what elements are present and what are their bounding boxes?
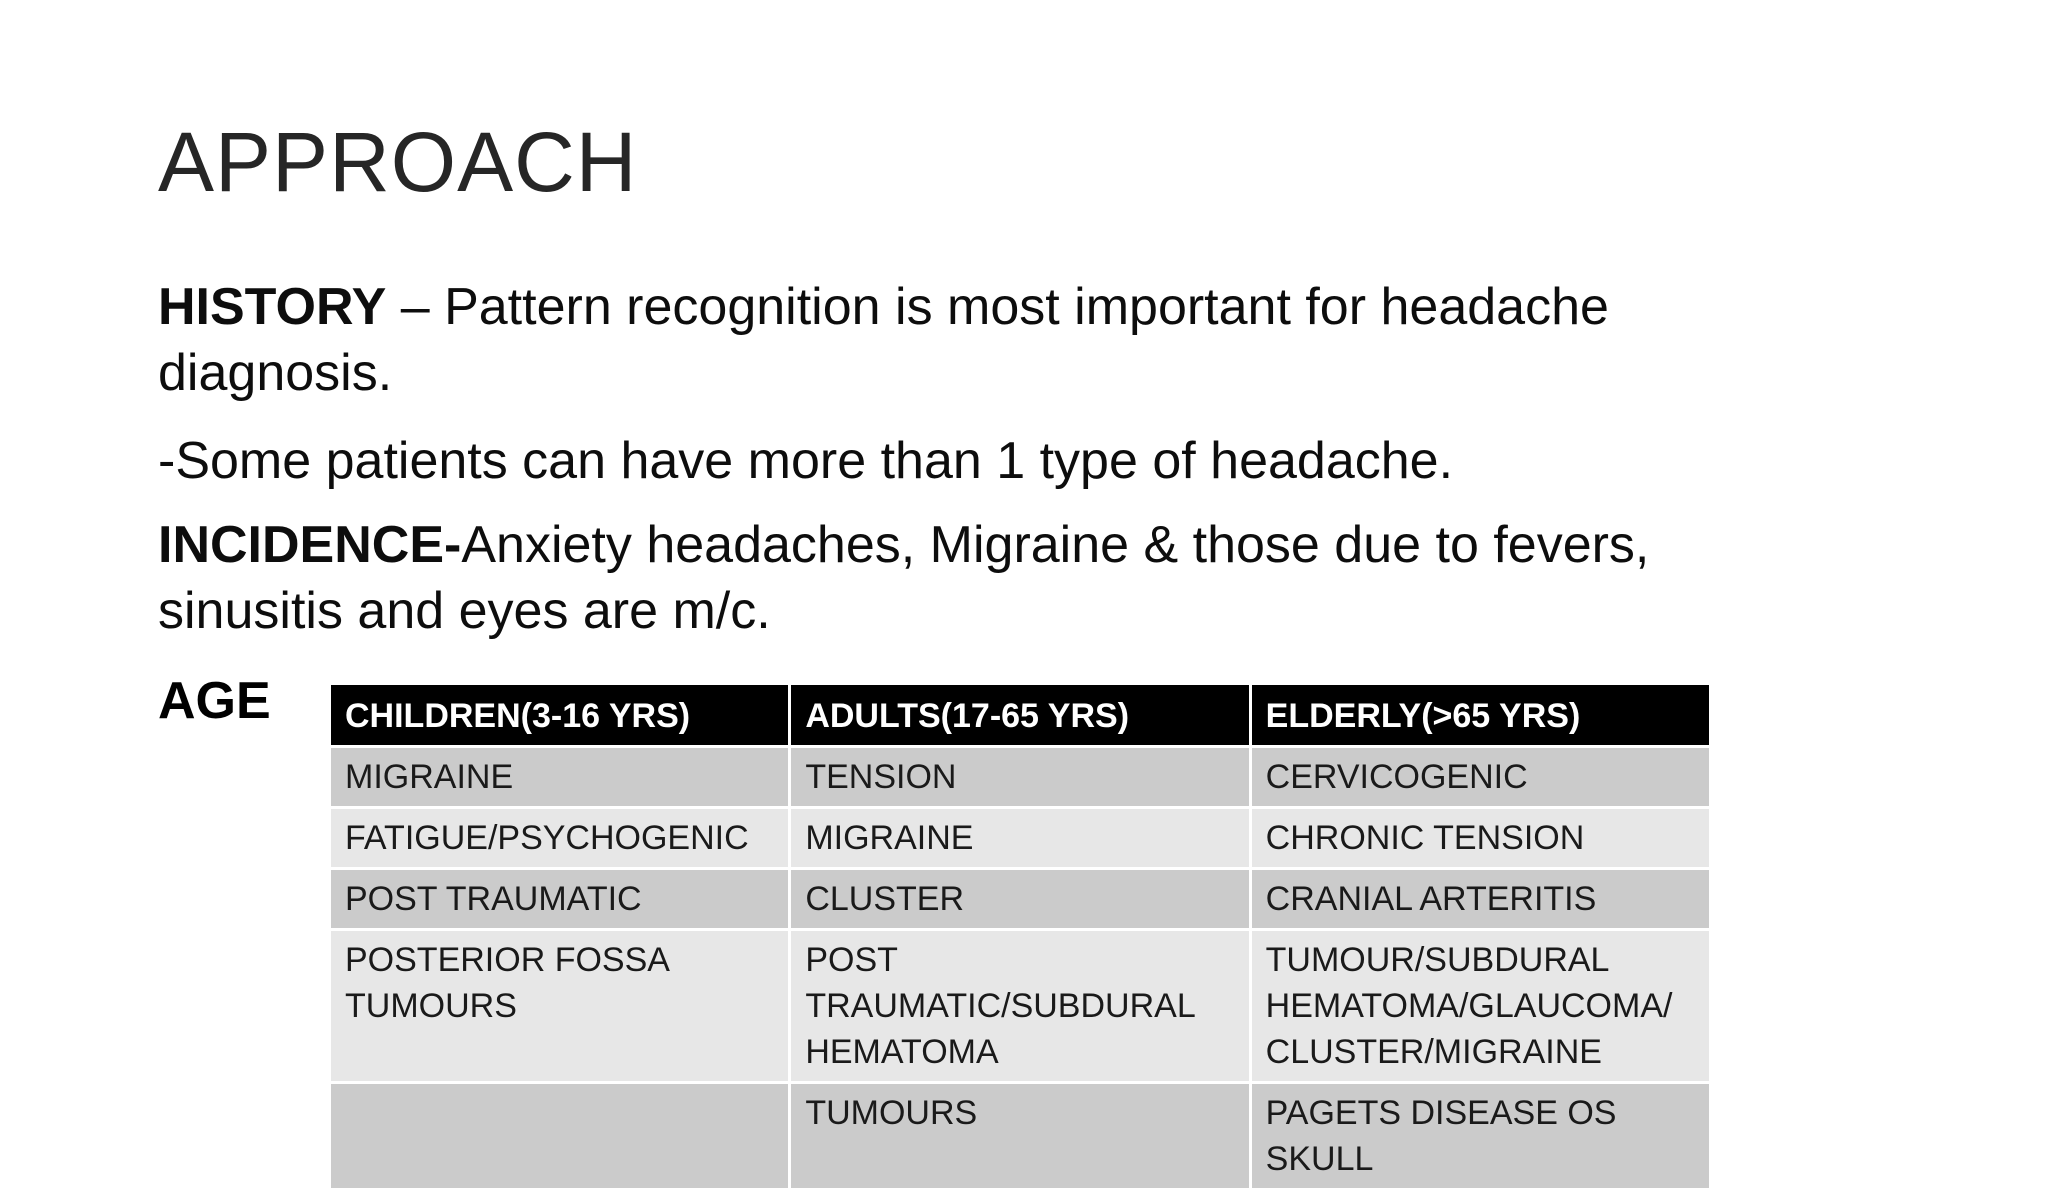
table-cell: MIGRAINE	[790, 808, 1250, 869]
incidence-label: INCIDENCE-	[158, 516, 462, 574]
history-paragraph	[158, 274, 1758, 406]
table-cell: CRANIAL ARTERITIS	[1250, 869, 1710, 930]
table-cell: CHRONIC TENSION	[1250, 808, 1710, 869]
table-header-cell: ELDERLY(>65 YRS)	[1250, 684, 1710, 747]
note-paragraph: -Some patients can have more than 1 type of headache.	[158, 432, 1454, 490]
incidence-paragraph	[158, 512, 1758, 644]
table-cell: POST TRAUMATIC/SUBDURAL HEMATOMA	[790, 930, 1250, 1083]
history-label: HISTORY	[158, 278, 387, 336]
table-cell: CLUSTER	[790, 869, 1250, 930]
table-header-cell: ADULTS(17-65 YRS)	[790, 684, 1250, 747]
incidence-text: Anxiety headaches, Migraine & those due to fevers, sinusitis and eyes are m/c.	[158, 516, 1650, 640]
table-cell: CERVICOGENIC	[1250, 747, 1710, 808]
age-label: AGE	[158, 672, 271, 730]
slide-title: APPROACH	[158, 115, 638, 209]
table-cell: TUMOURS	[790, 1083, 1250, 1190]
table-row	[330, 930, 1711, 1083]
table-row	[330, 747, 1711, 808]
table-row	[330, 808, 1711, 869]
table-cell: PAGETS DISEASE OS SKULL	[1250, 1083, 1710, 1190]
table-cell: TENSION	[790, 747, 1250, 808]
table-row	[330, 869, 1711, 930]
table-cell: MIGRAINE	[330, 747, 790, 808]
table-cell: POSTERIOR FOSSA TUMOURS	[330, 930, 790, 1083]
table-cell: FATIGUE/PSYCHOGENIC	[330, 808, 790, 869]
history-text: – Pattern recognition is most important for headache diagnosis.	[158, 278, 1609, 402]
table-header-cell: CHILDREN(3-16 YRS)	[330, 684, 790, 747]
age-headache-table	[328, 682, 1712, 1191]
table-cell: TUMOUR/SUBDURAL HEMATOMA/GLAUCOMA/ CLUSTER/MIGRAINE	[1250, 930, 1710, 1083]
table-cell	[330, 1083, 790, 1190]
table-cell: POST TRAUMATIC	[330, 869, 790, 930]
table-row	[330, 1083, 1711, 1190]
table-header-row	[330, 684, 1711, 747]
